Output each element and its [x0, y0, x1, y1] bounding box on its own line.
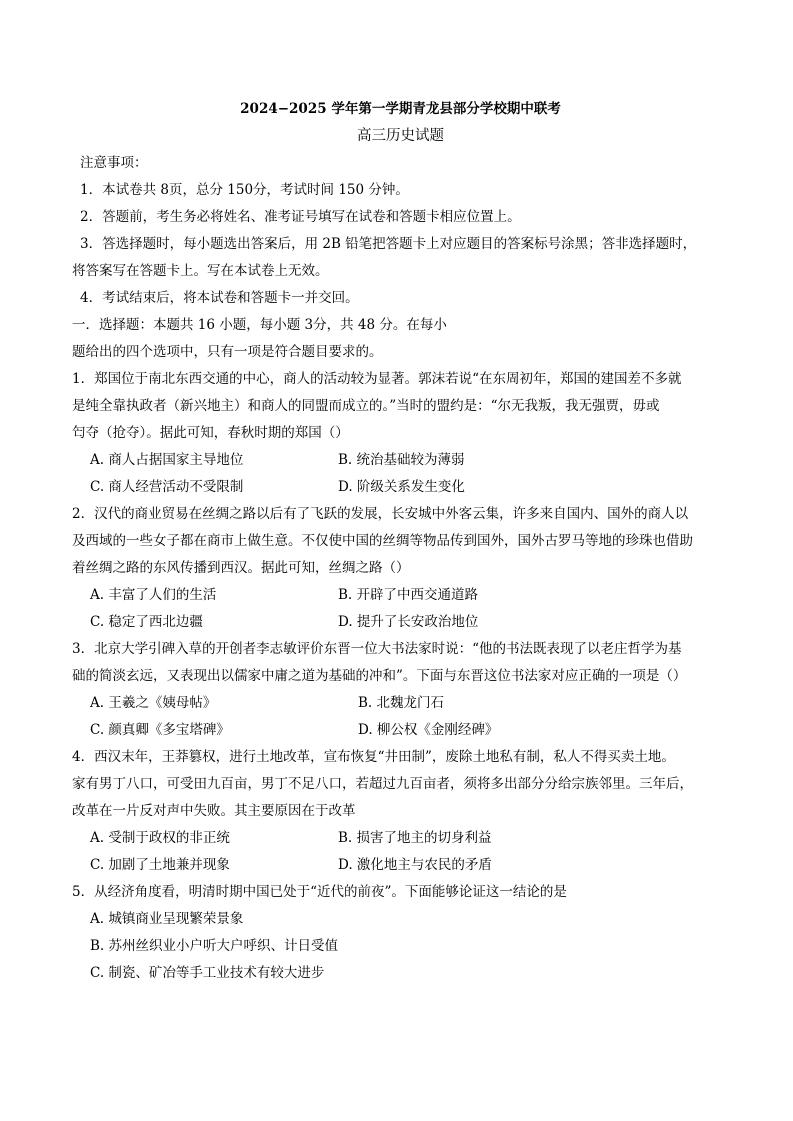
option-b: B. 损害了地主的切身利益	[338, 830, 492, 846]
question-line: 是纯全靠执政者（新兴地主）和商人的同盟而成立的。”当时的盟约是：“尔无我叛，我无强贾，毋或	[72, 398, 660, 414]
section-heading	[72, 312, 729, 366]
option-row	[72, 447, 729, 474]
question-line: 1．郑国位于南北东西交通的中心，商人的活动较为显著。郭沫若说“在东周初年，郑国的建国差不多就	[72, 371, 682, 387]
question-line: 4．西汉末年，王莽篡权，进行土地改革，宣布恢复“井田制”，废除土地私有制，私人不得买卖土地。	[72, 749, 675, 765]
question-line: 及西域的一些女子都在商市上做生意。不仅使中国的丝绸等物品传到国外，国外古罗马等地的珍珠也借助	[72, 533, 693, 549]
question-line: 着丝绸之路的东风传播到西汉。据此可知，丝绸之路（）	[72, 560, 410, 576]
option-a: A. 商人占据国家主导地位	[90, 452, 244, 468]
option-d: D. 提升了长安政治地位	[338, 614, 479, 630]
option-a: A. 丰富了人们的生活	[90, 587, 217, 603]
notice-heading: 注意事项：	[80, 155, 148, 171]
option-c: C. 颜真卿《多宝塔碑》	[90, 722, 230, 738]
option-row	[72, 852, 729, 879]
question-3	[72, 636, 729, 744]
option-row	[72, 825, 729, 852]
option-b: B. 北魏龙门石	[358, 695, 445, 711]
option-a: A. 王羲之《姨母帖》	[90, 695, 217, 711]
option-row	[72, 690, 729, 717]
option-row	[72, 717, 729, 744]
notice-item-2: 2．答题前，考生务必将姓名、准考证号填写在试卷和答题卡相应位置上。	[80, 209, 521, 225]
notice-item-3-cont: 将答案写在答题卡上。写在本试卷上无效。	[72, 263, 329, 279]
question-line: 改革在一片反对声中失败。其主要原因在于改革	[72, 803, 356, 819]
option-d: D. 激化地主与农民的矛盾	[338, 857, 492, 873]
question-line: 3．北京大学引碑入草的开创者李志敏评价东晋一位大书法家时说：“他的书法既表现了以老庄哲学为基	[72, 641, 682, 657]
option-a: A. 城镇商业呈现繁荣景象	[90, 911, 244, 927]
question-2	[72, 501, 729, 636]
question-4	[72, 744, 729, 879]
notice-item-1: 1．本试卷共 8页，总分 150分，考试时间 150 分钟。	[80, 182, 409, 198]
section-line-2: 题给出的四个选项中，只有一项是符合题目要求的。	[72, 344, 383, 360]
option-d: D. 阶级关系发生变化	[338, 479, 465, 495]
option-row	[72, 474, 729, 501]
question-line: 匄夺（抢夺）。据此可知，春秋时期的郑国（）	[72, 425, 349, 441]
option-b: B. 统治基础较为薄弱	[338, 452, 465, 468]
question-line: 家有男丁八口，可受田九百亩，男丁不足八口，若超过九百亩者，须将多出部分分给宗族邻里。三年后，	[72, 776, 693, 792]
option-row	[72, 582, 729, 609]
notice-item-4: 4．考试结束后，将本试卷和答题卡一并交回。	[80, 290, 359, 306]
option-b: B. 苏州丝织业小户听大户呼织、计日受值	[90, 938, 339, 954]
option-c: C. 稳定了西北边疆	[90, 614, 203, 630]
question-line: 2．汉代的商业贸易在丝绸之路以后有了飞跃的发展，长安城中外客云集，许多来自国内、国外的商人以	[72, 506, 689, 522]
option-row	[72, 609, 729, 636]
exam-title: 2024−2025 学年第一学期青龙县部分学校期中联考	[240, 101, 561, 117]
question-5	[72, 879, 729, 987]
exam-subtitle: 高三历史试题	[357, 128, 444, 144]
notice-item-3: 3．答选择题时，每小题选出答案后，用 2B 铅笔把答题卡上对应题目的答案标号涂黑；答非选择题时，	[80, 236, 697, 252]
option-c: C. 加剧了土地兼并现象	[90, 857, 230, 873]
question-1	[72, 366, 729, 501]
option-c: C. 制瓷、矿冶等手工业技术有较大进步	[90, 965, 325, 981]
option-a: A. 受制于政权的非正统	[90, 830, 230, 846]
question-line: 5．从经济角度看，明清时期中国已处于“近代的前夜”。下面能够论证这一结论的是	[72, 884, 567, 900]
option-b: B. 开辟了中西交通道路	[338, 587, 479, 603]
notice-block	[72, 150, 729, 312]
question-line: 础的简淡玄远，又表现出以儒家中庸之道为基础的冲和”。下面与东晋这位书法家对应正确的一项是（）	[72, 668, 687, 684]
option-d: D. 柳公权《金刚经碑》	[358, 722, 499, 738]
section-line-1: 一．选择题：本题共 16 小题，每小题 3分，共 48 分。在每小	[72, 317, 447, 333]
option-c: C. 商人经营活动不受限制	[90, 479, 244, 495]
